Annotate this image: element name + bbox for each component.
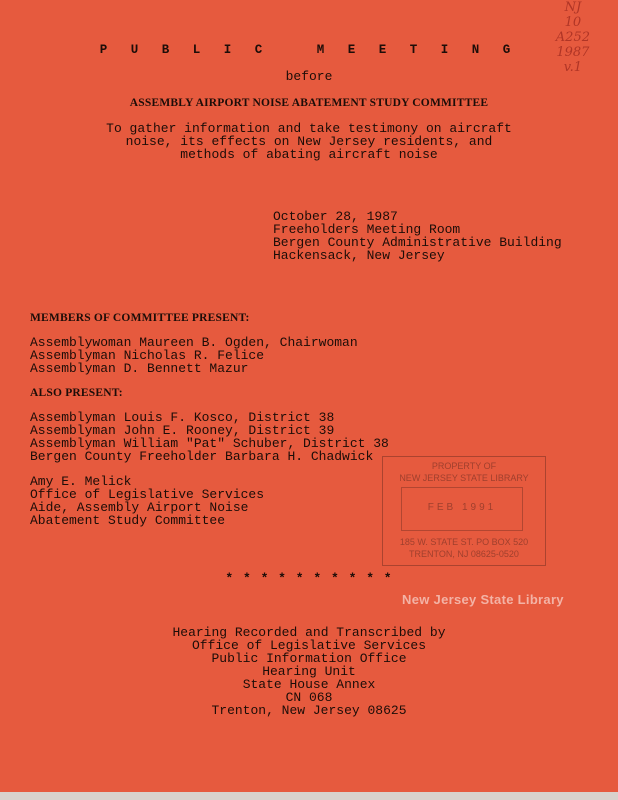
staff-line: Aide, Assembly Airport Noise xyxy=(30,500,249,515)
page-bottom-edge xyxy=(0,792,618,800)
meeting-date: October 28, 1987 xyxy=(273,209,398,224)
purpose-line: noise, its effects on New Jersey residents, and xyxy=(125,134,493,149)
stamp-date-box xyxy=(401,487,523,531)
purpose-line: To gather information and take testimony on aircraft xyxy=(106,121,512,136)
stamp-date: FEB 1991 xyxy=(427,502,497,513)
transcription-line: Public Information Office xyxy=(211,651,407,666)
members-heading: MEMBERS OF COMMITTEE PRESENT: xyxy=(30,312,250,324)
staff-line: Amy E. Melick xyxy=(30,474,132,489)
hand-line: A252 xyxy=(555,30,590,45)
also-present-heading: ALSO PRESENT: xyxy=(30,387,123,399)
transcription-line: Hearing Unit xyxy=(262,664,356,679)
transcription-line: Hearing Recorded and Transcribed by xyxy=(172,625,446,640)
staff-line: Abatement Study Committee xyxy=(30,513,226,528)
also-present-line: Assemblyman Louis F. Kosco, District 38 xyxy=(30,410,335,425)
hand-line: NJ xyxy=(564,0,582,15)
transcription-line: Office of Legislative Services xyxy=(191,638,427,653)
stamp-line: NEW JERSEY STATE LIBRARY xyxy=(399,473,529,483)
staff-line: Office of Legislative Services xyxy=(30,487,265,502)
library-property-stamp xyxy=(382,456,546,566)
hand-line: 1987 xyxy=(556,45,590,60)
document-title: P U B L I C M E E T I N G xyxy=(99,43,519,57)
section-divider: * * * * * * * * * * xyxy=(225,571,393,586)
meeting-room: Freeholders Meeting Room xyxy=(273,222,461,237)
meeting-building: Bergen County Administrative Building xyxy=(273,235,562,250)
also-present-line: Bergen County Freeholder Barbara H. Chadwick xyxy=(30,449,374,464)
member-line: Assemblywoman Maureen B. Ogden, Chairwoman xyxy=(30,335,358,350)
stamp-line: 185 W. STATE ST. PO BOX 520 xyxy=(399,537,529,547)
member-line: Assemblyman Nicholas R. Felice xyxy=(30,348,265,363)
also-present-line: Assemblyman John E. Rooney, District 39 xyxy=(30,423,335,438)
hand-line: 10 xyxy=(564,15,582,30)
meeting-city: Hackensack, New Jersey xyxy=(273,248,445,263)
transcription-line: CN 068 xyxy=(285,690,333,705)
library-mark: New Jersey State Library xyxy=(402,592,564,607)
before-label: before xyxy=(285,69,333,84)
stamp-line: TRENTON, NJ 08625-0520 xyxy=(409,549,519,559)
committee-name: ASSEMBLY AIRPORT NOISE ABATEMENT STUDY COMMITTEE xyxy=(129,97,489,109)
purpose-line: methods of abating aircraft noise xyxy=(180,147,438,162)
transcription-line: State House Annex xyxy=(242,677,376,692)
transcription-line: Trenton, New Jersey 08625 xyxy=(211,703,407,718)
stamp-line: PROPERTY OF xyxy=(431,461,497,471)
member-line: Assemblyman D. Bennett Mazur xyxy=(30,361,249,376)
hand-line: v.1 xyxy=(563,60,582,75)
handwritten-call-number xyxy=(556,0,590,75)
also-present-line: Assemblyman William "Pat" Schuber, District 38 xyxy=(30,436,389,451)
